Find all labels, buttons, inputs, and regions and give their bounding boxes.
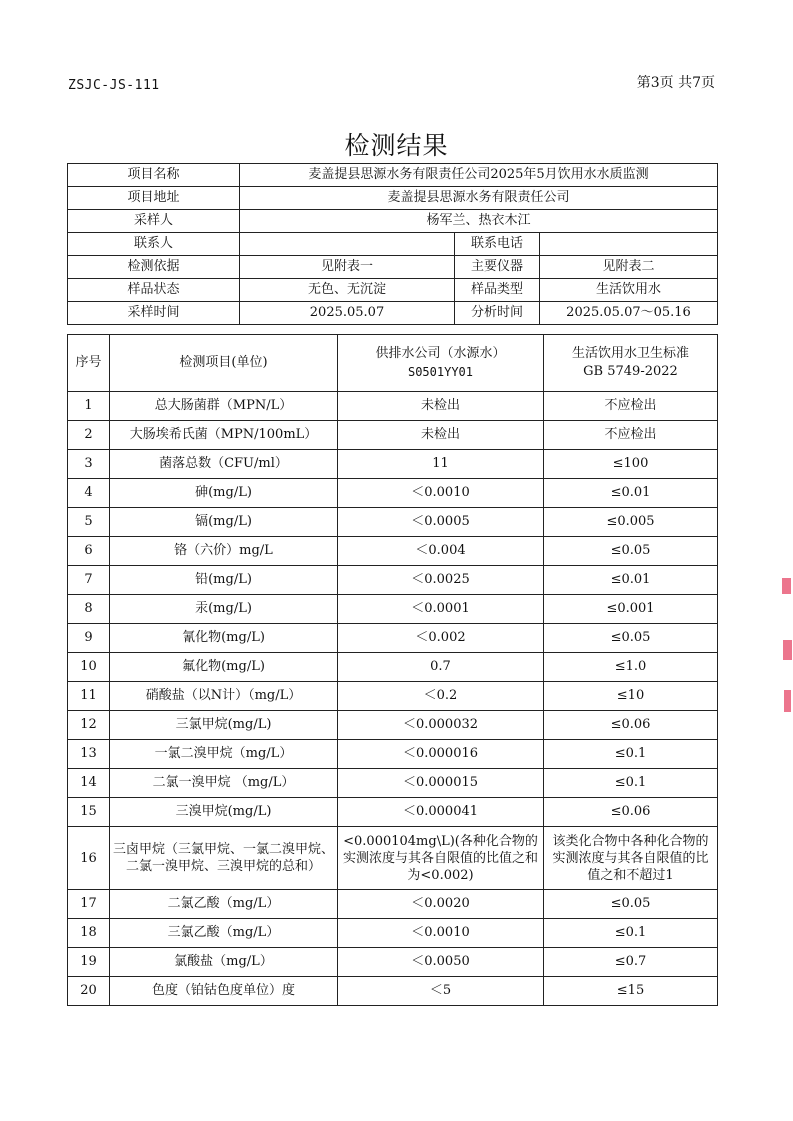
test-item: 硝酸盐（以N计）（mg/L） (110, 682, 338, 711)
table-row (68, 711, 718, 740)
analysis-time-value: 2025.05.07～05.16 (540, 302, 718, 325)
row-number: 13 (68, 740, 110, 769)
test-item: 氟化物(mg/L) (110, 653, 338, 682)
row-number: 11 (68, 682, 110, 711)
standard-limit: ≤0.06 (544, 798, 718, 827)
sample-type-value: 生活饮用水 (540, 279, 718, 302)
info-label: 采样时间 (68, 302, 240, 325)
document-code: ZSJC-JS-111 (68, 78, 160, 93)
test-result: ＜0.000041 (338, 798, 544, 827)
info-row (68, 233, 718, 256)
test-result: 未检出 (338, 421, 544, 450)
table-row (68, 890, 718, 919)
table-row (68, 919, 718, 948)
test-item: 砷(mg/L) (110, 479, 338, 508)
standard-limit: ≤0.1 (544, 740, 718, 769)
instrument-value: 见附表二 (540, 256, 718, 279)
standard-limit: ≤0.1 (544, 919, 718, 948)
test-item: 三溴甲烷(mg/L) (110, 798, 338, 827)
table-row (68, 624, 718, 653)
test-result: ＜0.000015 (338, 769, 544, 798)
standard-limit: ≤100 (544, 450, 718, 479)
info-label: 采样人 (68, 210, 240, 233)
info-label: 主要仪器 (455, 256, 540, 279)
standard-limit: ≤0.06 (544, 711, 718, 740)
row-number: 4 (68, 479, 110, 508)
table-row (68, 392, 718, 421)
standard-limit: ≤10 (544, 682, 718, 711)
test-item: 菌落总数（CFU/ml） (110, 450, 338, 479)
row-number: 9 (68, 624, 110, 653)
row-number: 1 (68, 392, 110, 421)
standard-limit: ≤0.05 (544, 624, 718, 653)
row-number: 10 (68, 653, 110, 682)
table-row (68, 948, 718, 977)
info-label: 样品类型 (455, 279, 540, 302)
table-row (68, 977, 718, 1006)
table-row (68, 827, 718, 890)
row-number: 12 (68, 711, 110, 740)
row-number: 16 (68, 827, 110, 890)
standard-limit: ≤1.0 (544, 653, 718, 682)
row-number: 20 (68, 977, 110, 1006)
sample-state-value: 无色、无沉淀 (240, 279, 455, 302)
header-item: 检测项目(单位) (110, 335, 338, 392)
row-number: 2 (68, 421, 110, 450)
project-address-value: 麦盖提县思源水务有限责任公司 (240, 187, 718, 210)
test-item: 镉(mg/L) (110, 508, 338, 537)
standard-name: 生活饮用水卫生标准 (571, 346, 689, 361)
standard-limit: ≤0.05 (544, 537, 718, 566)
test-result: ＜0.2 (338, 682, 544, 711)
test-item: 一氯二溴甲烷（mg/L） (110, 740, 338, 769)
test-result: 11 (338, 450, 544, 479)
standard-limit: 该类化合物中各种化合物的实测浓度与其各自限值的比值之和不超过1 (544, 827, 718, 890)
row-number: 14 (68, 769, 110, 798)
test-item: 大肠埃希氏菌（MPN/100mL） (110, 421, 338, 450)
table-row (68, 479, 718, 508)
test-result: ＜0.0020 (338, 890, 544, 919)
page-title: 检测结果 (344, 131, 449, 160)
test-item: 三氯甲烷(mg/L) (110, 711, 338, 740)
info-label: 样品状态 (68, 279, 240, 302)
table-row (68, 682, 718, 711)
sampler-value: 杨军兰、热衣木江 (240, 210, 718, 233)
standard-limit: ≤0.05 (544, 890, 718, 919)
table-row (68, 798, 718, 827)
standard-limit: 不应检出 (544, 421, 718, 450)
table-row (68, 740, 718, 769)
header-seq: 序号 (68, 335, 110, 392)
basis-value: 见附表一 (240, 256, 455, 279)
row-number: 7 (68, 566, 110, 595)
seal-stamp-fragment (779, 562, 793, 718)
test-item: 三氯乙酸（mg/L） (110, 919, 338, 948)
standard-limit: ≤0.01 (544, 479, 718, 508)
info-row (68, 187, 718, 210)
test-result: ＜0.0001 (338, 595, 544, 624)
info-row (68, 279, 718, 302)
info-row (68, 302, 718, 325)
test-result: ＜0.0010 (338, 919, 544, 948)
info-label: 联系人 (68, 233, 240, 256)
header-sample (338, 335, 544, 392)
info-label: 项目名称 (68, 164, 240, 187)
row-number: 17 (68, 890, 110, 919)
test-result: ＜0.0025 (338, 566, 544, 595)
test-result: ＜0.002 (338, 624, 544, 653)
test-result: ＜0.0005 (338, 508, 544, 537)
standard-code: GB 5749-2022 (583, 364, 678, 379)
phone-value (540, 233, 718, 256)
info-row (68, 256, 718, 279)
table-row (68, 508, 718, 537)
test-result: ＜0.0010 (338, 479, 544, 508)
info-row (68, 164, 718, 187)
table-row (68, 653, 718, 682)
test-result: 未检出 (338, 392, 544, 421)
sampling-time-value: 2025.05.07 (240, 302, 455, 325)
info-label: 项目地址 (68, 187, 240, 210)
row-number: 6 (68, 537, 110, 566)
table-row (68, 566, 718, 595)
test-item: 二氯乙酸（mg/L） (110, 890, 338, 919)
row-number: 5 (68, 508, 110, 537)
page-number: 第3页 共7页 (636, 75, 715, 91)
test-result: ＜5 (338, 977, 544, 1006)
test-item: 汞(mg/L) (110, 595, 338, 624)
standard-limit: ≤0.1 (544, 769, 718, 798)
info-row (68, 210, 718, 233)
test-result: <0.000104mg\L)(各种化合物的实测浓度与其各自限值的比值之和为<0.002) (338, 827, 544, 890)
row-number: 3 (68, 450, 110, 479)
table-row (68, 595, 718, 624)
sample-id: S0501YY01 (407, 365, 474, 379)
header-standard (544, 335, 718, 392)
info-label: 分析时间 (455, 302, 540, 325)
project-name-value: 麦盖提县思源水务有限责任公司2025年5月饮用水水质监测 (240, 164, 718, 187)
test-result: ＜0.004 (338, 537, 544, 566)
row-number: 18 (68, 919, 110, 948)
standard-limit: ≤0.01 (544, 566, 718, 595)
row-number: 19 (68, 948, 110, 977)
info-label: 联系电话 (455, 233, 540, 256)
test-result: ＜0.000016 (338, 740, 544, 769)
test-item: 氯酸盐（mg/L） (110, 948, 338, 977)
table-row (68, 537, 718, 566)
table-row (68, 450, 718, 479)
sample-name: 供排水公司（水源水） (375, 346, 506, 361)
table-row (68, 769, 718, 798)
row-number: 15 (68, 798, 110, 827)
results-table (67, 334, 718, 1006)
standard-limit: ≤0.7 (544, 948, 718, 977)
test-item: 色度（铂钴色度单位）度 (110, 977, 338, 1006)
test-result: 0.7 (338, 653, 544, 682)
table-row (68, 421, 718, 450)
test-item: 氰化物(mg/L) (110, 624, 338, 653)
standard-limit: 不应检出 (544, 392, 718, 421)
project-info-table (67, 163, 718, 325)
standard-limit: ≤15 (544, 977, 718, 1006)
row-number: 8 (68, 595, 110, 624)
test-item: 二氯一溴甲烷 （mg/L） (110, 769, 338, 798)
test-item: 铅(mg/L) (110, 566, 338, 595)
test-result: ＜0.0050 (338, 948, 544, 977)
contact-value (240, 233, 455, 256)
results-header-row (68, 335, 718, 392)
test-item: 总大肠菌群（MPN/L） (110, 392, 338, 421)
test-item: 铬（六价）mg/L (110, 537, 338, 566)
test-result: ＜0.000032 (338, 711, 544, 740)
standard-limit: ≤0.005 (544, 508, 718, 537)
test-item: 三卤甲烷（三氯甲烷、一氯二溴甲烷、二氯一溴甲烷、三溴甲烷的总和） (110, 827, 338, 890)
standard-limit: ≤0.001 (544, 595, 718, 624)
info-label: 检测依据 (68, 256, 240, 279)
